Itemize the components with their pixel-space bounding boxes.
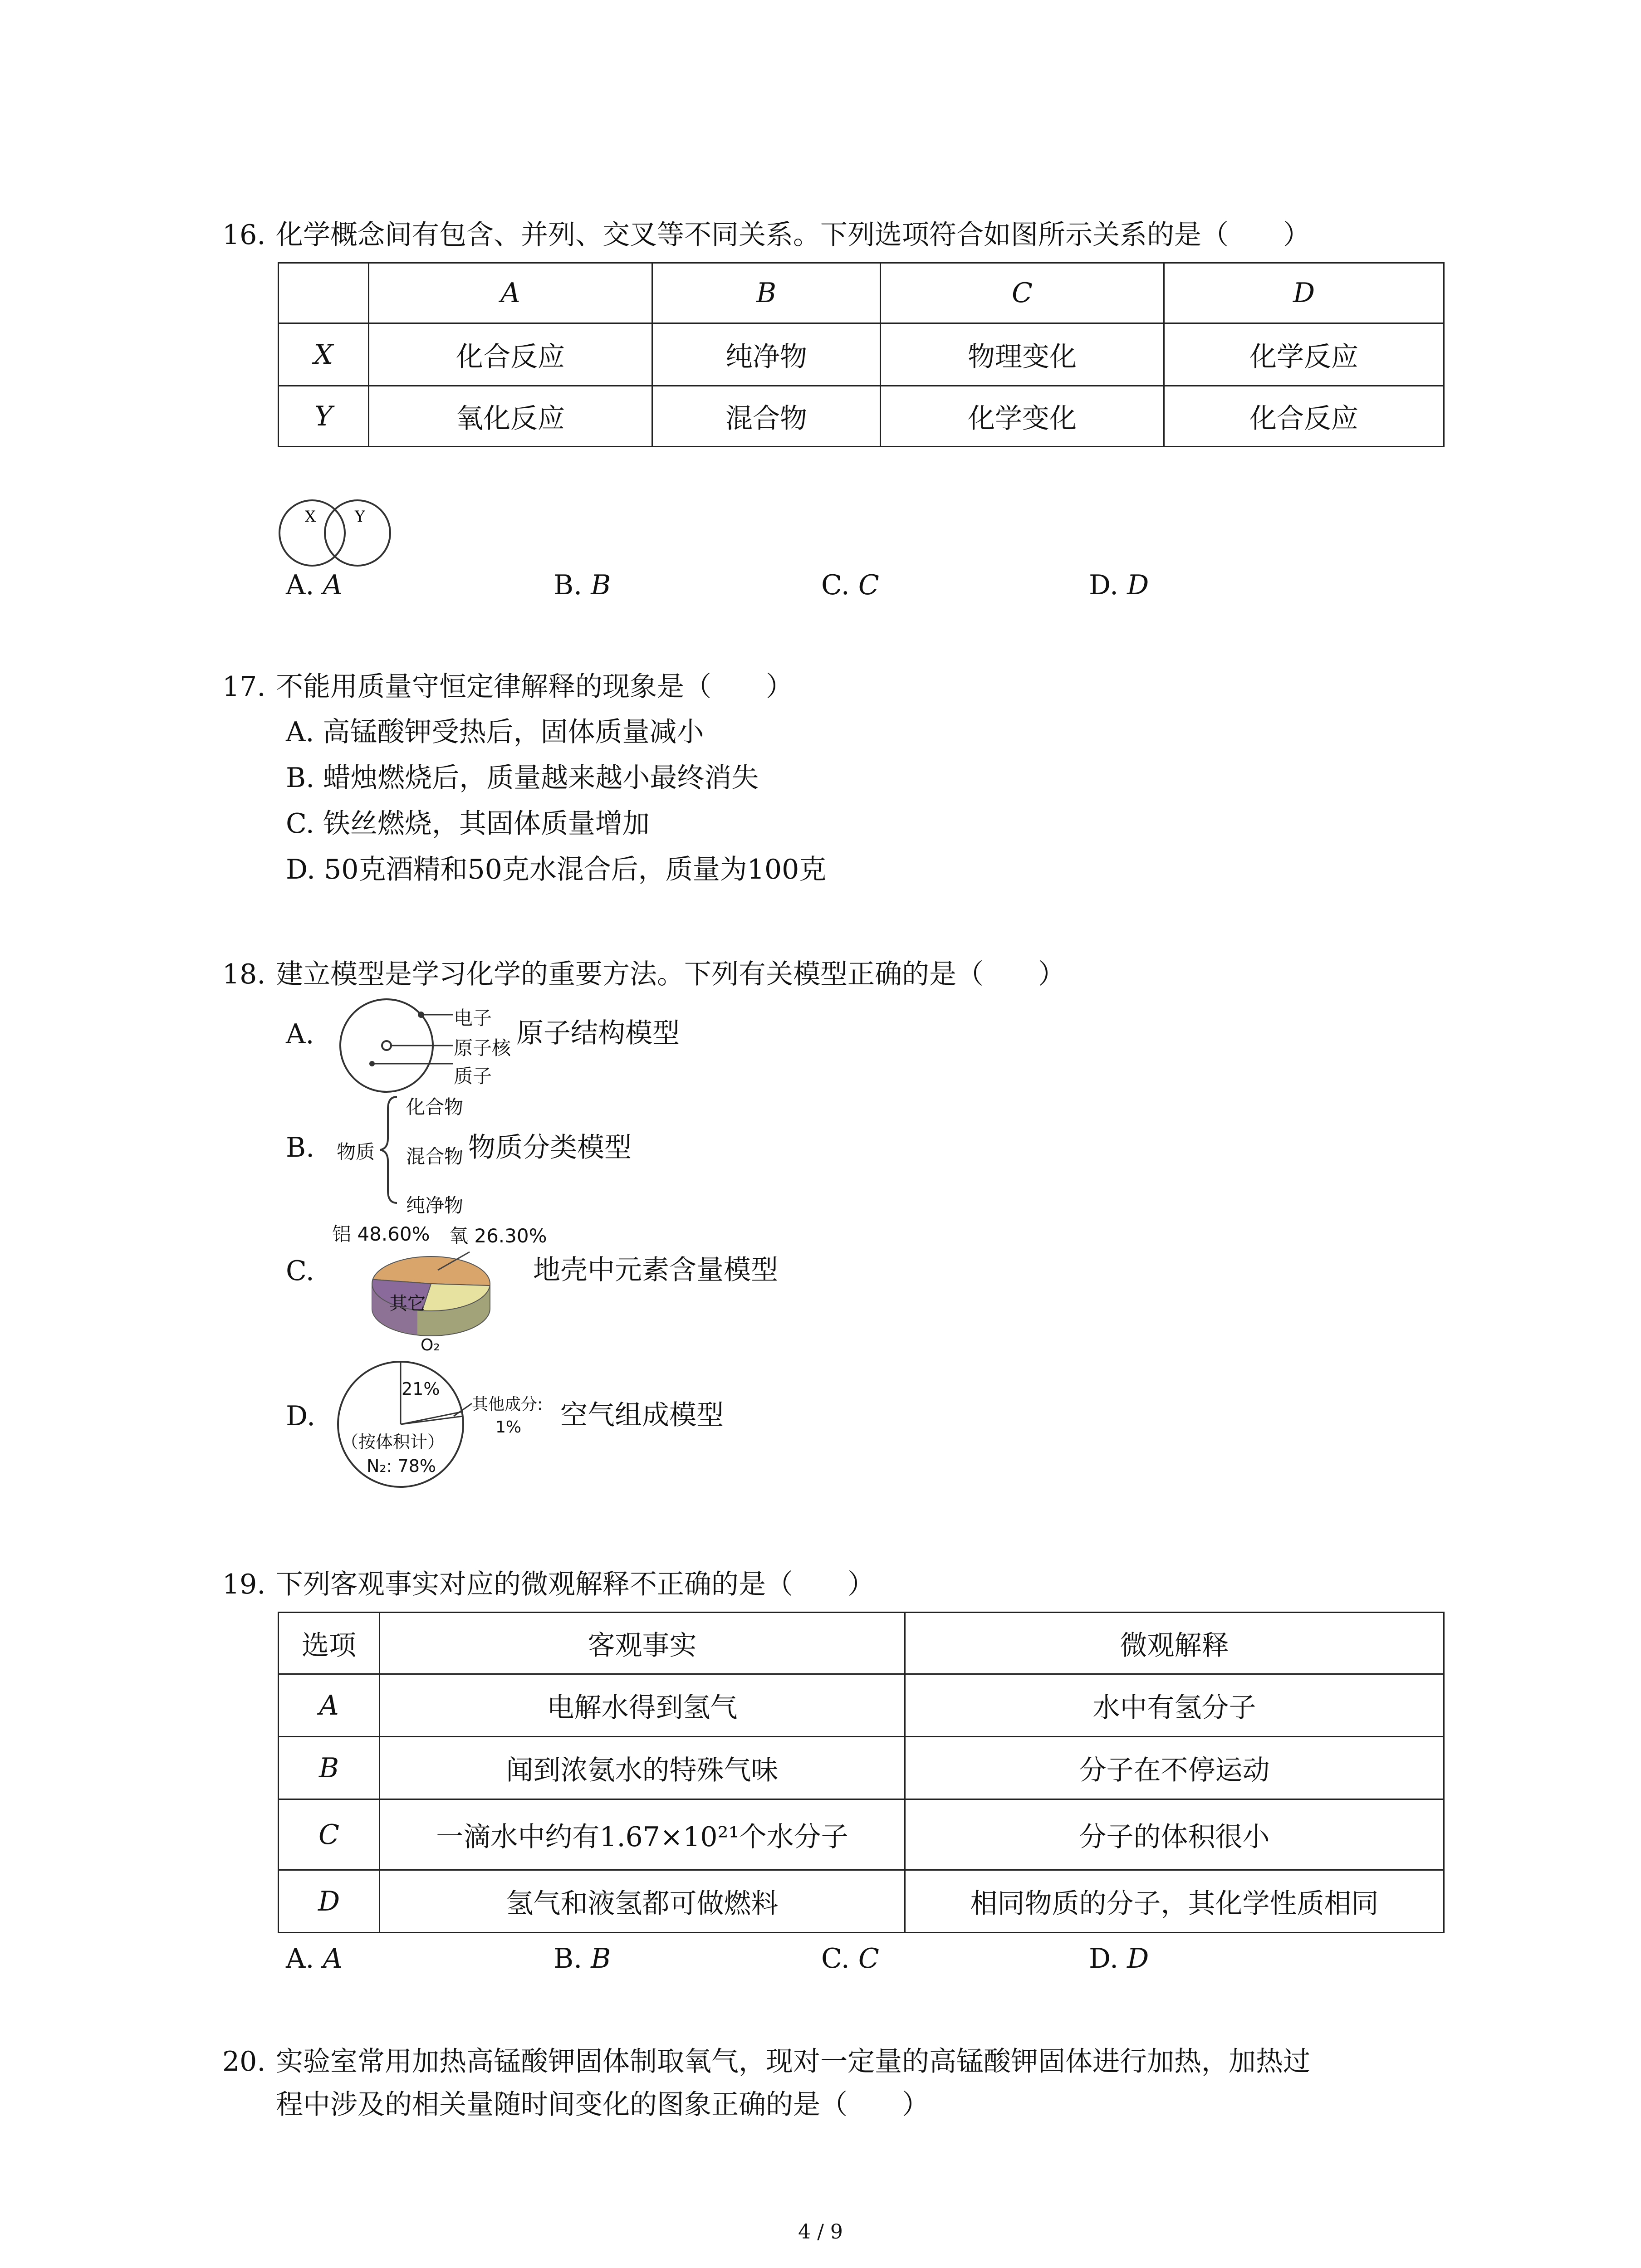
q17-option-d[interactable]: D. 50克酒精和50克水混合后，质量为100克: [286, 854, 827, 885]
q19-option-a[interactable]: [286, 1941, 343, 1977]
option-value: B: [591, 569, 611, 601]
q18-d-caption: 空气组成模型: [560, 1399, 724, 1431]
q16-option-c[interactable]: [821, 567, 879, 603]
q18-b-caption: 物质分类模型: [468, 1132, 632, 1163]
q18-a-caption: 原子结构模型: [516, 1017, 680, 1049]
classify-item-pure: 纯净物: [406, 1194, 464, 1217]
q19-row-label: D: [279, 1870, 380, 1933]
option-value: A: [323, 1943, 343, 1975]
q18-option-b-prefix[interactable]: B.: [286, 1132, 315, 1163]
venn-label-y: Y: [355, 508, 365, 526]
air-label-n2: N₂: 78%: [367, 1456, 436, 1476]
q19-header-explanation: 微观解释: [905, 1613, 1444, 1674]
table-cell: 分子的体积很小: [905, 1799, 1444, 1870]
table-cell: 水中有氢分子: [905, 1674, 1444, 1737]
q16-row-label: X: [279, 323, 369, 386]
q18-option-d-prefix[interactable]: D.: [286, 1400, 316, 1432]
air-label-o2: O₂: [421, 1336, 440, 1354]
crust-pie-chart: [363, 1243, 499, 1343]
table-row: [279, 1870, 1444, 1933]
table-row: [279, 1674, 1444, 1737]
q18-option-c-prefix[interactable]: C.: [286, 1255, 314, 1287]
q17-option-a[interactable]: A. 高锰酸钾受热后，固体质量减小: [286, 716, 704, 748]
classify-item-mixture: 混合物: [406, 1145, 464, 1168]
table-cell: 一滴水中约有1.67×10²¹个水分子: [380, 1799, 905, 1870]
option-prefix: D.: [1089, 1943, 1119, 1975]
atom-label-nucleus: 原子核: [454, 1037, 511, 1059]
option-prefix: B.: [554, 1943, 583, 1975]
table-cell: 化学反应: [1164, 323, 1444, 386]
q16-venn-diagram: [277, 494, 404, 572]
q16-row-label: Y: [279, 386, 369, 447]
q18-c-caption: 地壳中元素含量模型: [533, 1254, 778, 1286]
q19-option-c[interactable]: [821, 1941, 879, 1977]
table-cell: 纯净物: [652, 323, 881, 386]
atom-nucleus: [382, 1041, 391, 1050]
option-value: B: [591, 1943, 611, 1975]
atom-label-proton: 质子: [454, 1065, 492, 1087]
q16-table-header: [279, 263, 1444, 323]
q16-header-cell: D: [1164, 263, 1444, 323]
pie-label-oxygen: 氧 26.30%: [449, 1225, 547, 1247]
q16-stem: [222, 217, 1310, 253]
q16-text: 化学概念间有包含、并列、交叉等不同关系。下列选项符合如图所示关系的是（ ）: [276, 219, 1310, 251]
table-cell: 化合反应: [369, 323, 652, 386]
q16-header-cell: [279, 263, 369, 323]
q19-row-label: B: [279, 1737, 380, 1799]
air-label-other: 其他成分:: [472, 1395, 543, 1414]
option-value: C: [858, 569, 879, 601]
option-prefix: D.: [1089, 569, 1119, 601]
q19-header-option: 选项: [279, 1613, 380, 1674]
option-prefix: B.: [554, 569, 583, 601]
table-row: [279, 1799, 1444, 1870]
q18-stem: [222, 956, 1065, 992]
q18-number: 18.: [222, 958, 266, 990]
table-cell: 分子在不停运动: [905, 1737, 1444, 1799]
option-prefix: A.: [286, 569, 314, 601]
classify-root: 物质: [337, 1141, 375, 1163]
q20-text-line1: 实验室常用加热高锰酸钾固体制取氧气，现对一定量的高锰酸钾固体进行加热，加热过: [276, 2046, 1310, 2077]
pie-label-aluminum: 铝 48.60%: [332, 1223, 430, 1245]
option-value: A: [323, 569, 343, 601]
option-prefix: C.: [821, 569, 850, 601]
q18-text: 建立模型是学习化学的重要方法。下列有关模型正确的是（ ）: [276, 958, 1065, 990]
table-cell: 相同物质的分子，其化学性质相同: [905, 1870, 1444, 1933]
q16-header-cell: B: [652, 263, 881, 323]
table-row: [279, 1737, 1444, 1799]
q20-number: 20.: [222, 2046, 266, 2077]
q16-header-cell: C: [881, 263, 1164, 323]
table-cell: 闻到浓氨水的特殊气味: [380, 1737, 905, 1799]
q16-header-cell: A: [369, 263, 652, 323]
q16-option-a[interactable]: [286, 567, 343, 603]
q16-number: 16.: [222, 219, 266, 251]
q20-stem-line2: 程中涉及的相关量随时间变化的图象正确的是（ ）: [276, 2089, 929, 2121]
table-cell: 电解水得到氢气: [380, 1674, 905, 1737]
table-cell: 化学变化: [881, 386, 1164, 447]
atom-model-diagram: [336, 996, 454, 1095]
table-row: [279, 323, 1444, 386]
q20-stem-line1: [222, 2043, 1310, 2080]
q19-option-d[interactable]: [1089, 1941, 1149, 1977]
venn-label-x: X: [305, 508, 316, 526]
q19-table-header: [279, 1613, 1444, 1674]
option-prefix: C.: [821, 1943, 850, 1975]
table-cell: 物理变化: [881, 323, 1164, 386]
table-cell: 氧化反应: [369, 386, 652, 447]
option-value: C: [858, 1943, 879, 1975]
q17-stem: [222, 669, 793, 705]
atom-label-electron: 电子: [454, 1007, 492, 1029]
q19-text: 下列客观事实对应的微观解释不正确的是（ ）: [276, 1569, 875, 1600]
q16-table: [278, 262, 1445, 447]
brace-icon: [377, 1093, 404, 1207]
q19-number: 19.: [222, 1569, 266, 1600]
q19-table: [278, 1612, 1445, 1933]
air-label-o2-percent: 21%: [402, 1379, 440, 1399]
option-value: D: [1127, 1943, 1149, 1975]
air-label-other-percent: 1%: [495, 1418, 522, 1437]
q19-stem: [222, 1566, 875, 1603]
classify-item-compound: 化合物: [406, 1096, 464, 1118]
option-value: D: [1127, 569, 1149, 601]
table-cell: 混合物: [652, 386, 881, 447]
table-row: [279, 386, 1444, 447]
q17-option-b[interactable]: B. 蜡烛燃烧后，质量越来越小最终消失: [286, 762, 759, 794]
page-number: 4 / 9: [798, 2220, 843, 2244]
q18-option-a-prefix[interactable]: A.: [286, 1018, 314, 1050]
q17-option-c[interactable]: C. 铁丝燃烧，其固体质量增加: [286, 808, 650, 840]
q16-option-d[interactable]: [1089, 567, 1149, 603]
q17-text: 不能用质量守恒定律解释的现象是（ ）: [276, 671, 793, 703]
table-cell: 化合反应: [1164, 386, 1444, 447]
q16-option-b[interactable]: [554, 567, 611, 603]
air-label-center: （按体积计）: [341, 1432, 445, 1452]
q17-number: 17.: [222, 671, 266, 703]
q19-row-label: C: [279, 1799, 380, 1870]
pie-label-other: 其它: [389, 1293, 426, 1314]
q19-header-fact: 客观事实: [380, 1613, 905, 1674]
table-cell: 氢气和液氢都可做燃料: [380, 1870, 905, 1933]
option-prefix: A.: [286, 1943, 314, 1975]
q19-row-label: A: [279, 1674, 380, 1737]
q19-option-b[interactable]: [554, 1941, 611, 1977]
